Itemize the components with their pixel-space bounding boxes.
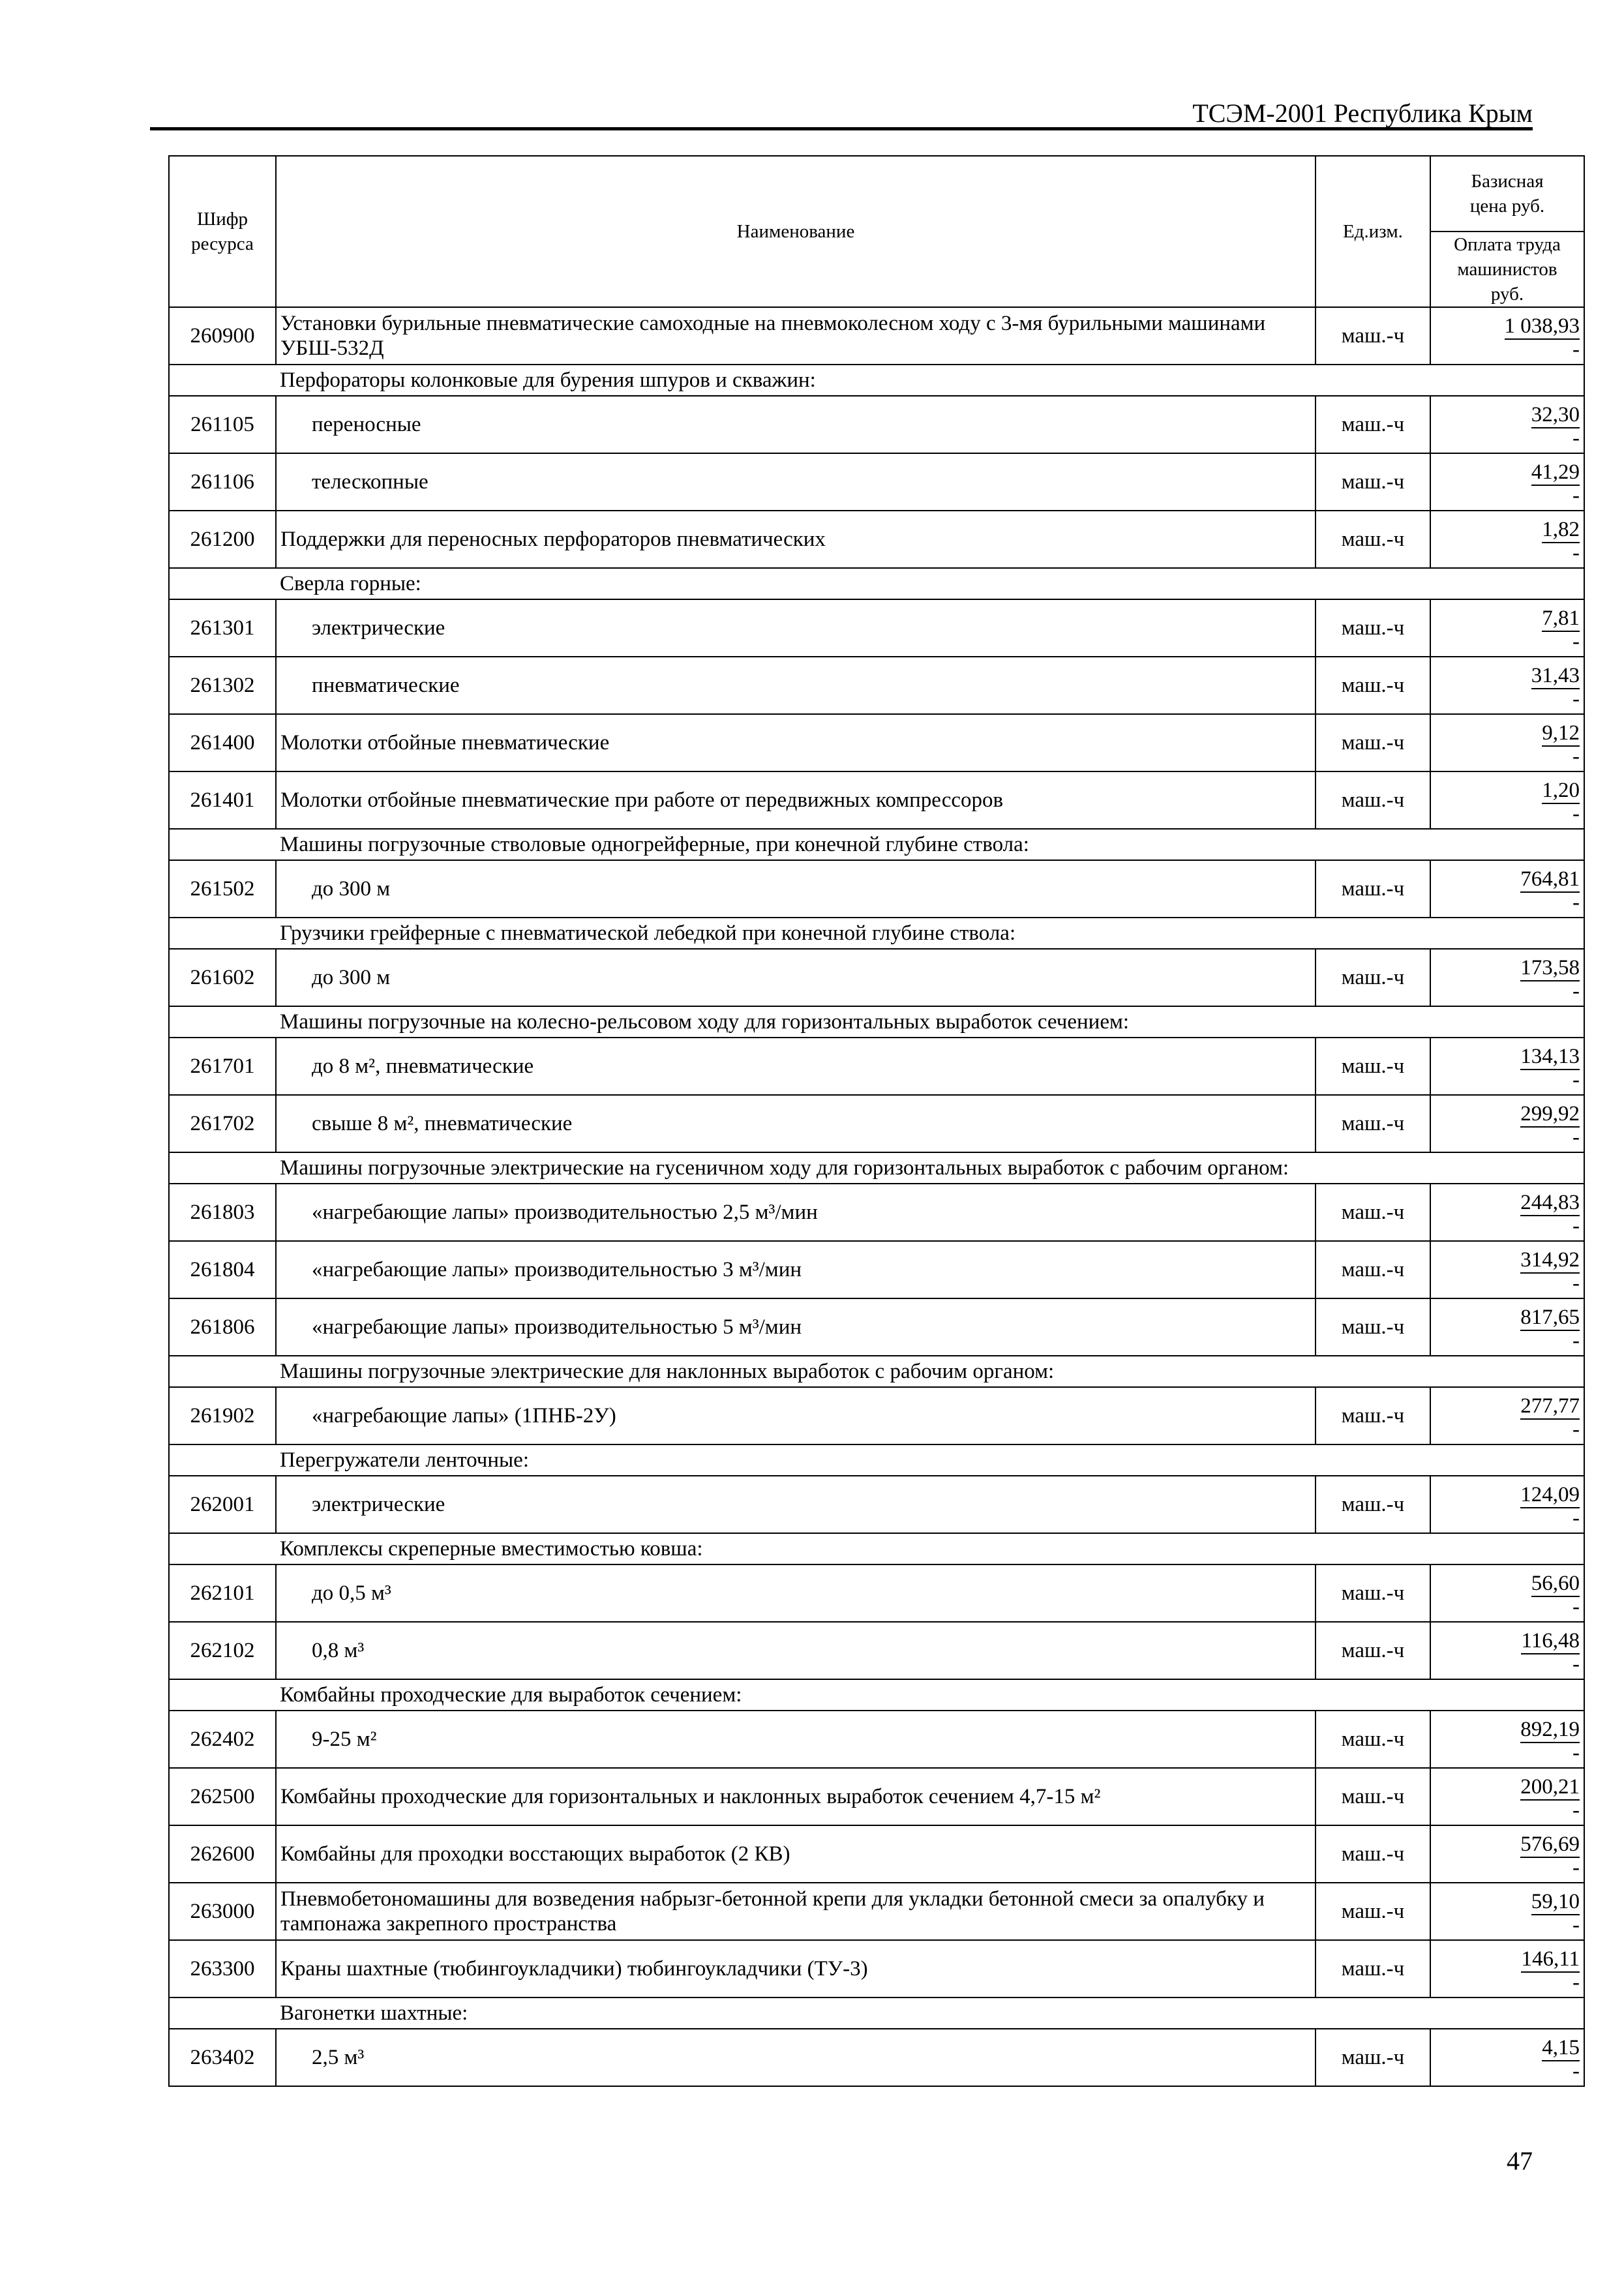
resource-code: 262001 [169, 1476, 276, 1533]
resource-name: «нагребающие лапы» производительностью 2,5 м³/мин [276, 1184, 1316, 1241]
resource-code: 263300 [169, 1940, 276, 1997]
resource-name: до 300 м [276, 949, 1316, 1006]
base-price: 200,21 [1520, 1774, 1580, 1801]
operator-labor-cost: - [1572, 337, 1580, 361]
resource-name: свыше 8 м², пневматические [276, 1095, 1316, 1152]
group-heading: Машины погрузочные на колесно-рельсовом ходу для горизонтальных выработок сечением: [276, 1006, 1584, 1038]
unit: маш.-ч [1316, 1711, 1430, 1768]
operator-labor-cost: - [1572, 1068, 1580, 1092]
group-heading: Машины погрузочные стволовые одногрейферные, при конечной глубине ствола: [276, 829, 1584, 860]
table-row [169, 1387, 1584, 1444]
operator-labor-cost: - [1572, 1271, 1580, 1295]
resource-code: 263000 [169, 1883, 276, 1940]
price-cell [1430, 1711, 1584, 1768]
price-cell [1430, 860, 1584, 918]
base-price: 59,10 [1531, 1889, 1580, 1915]
resource-name: «нагребающие лапы» производительностью 3 м³/мин [276, 1241, 1316, 1298]
table-row [169, 949, 1584, 1006]
group-code-cell [169, 1679, 276, 1711]
base-price: 124,09 [1520, 1482, 1580, 1508]
group-heading: Комплексы скреперные вместимостью ковша: [276, 1533, 1584, 1564]
resource-code: 261105 [169, 396, 276, 453]
base-price: 9,12 [1542, 721, 1580, 747]
table-body [169, 307, 1584, 2086]
unit: маш.-ч [1316, 1825, 1430, 1883]
base-price: 299,92 [1520, 1101, 1580, 1128]
price-cell [1430, 1387, 1584, 1444]
price-cell [1430, 2029, 1584, 2086]
column-header-price-bottom [1431, 232, 1584, 307]
group-row [169, 829, 1584, 860]
operator-labor-cost: - [1572, 1506, 1580, 1530]
table-row [169, 860, 1584, 918]
group-code-cell [169, 568, 276, 599]
table-row [169, 1038, 1584, 1095]
group-heading: Машины погрузочные электрические на гусеничном ходу для горизонтальных выработок с рабочим органом: [276, 1152, 1584, 1184]
resource-name: 9-25 м² [276, 1711, 1316, 1768]
base-price: 146,11 [1521, 1947, 1580, 1973]
base-price: 576,69 [1520, 1832, 1580, 1858]
price-cell [1430, 1184, 1584, 1241]
resource-name: до 0,5 м³ [276, 1564, 1316, 1622]
table-row [169, 396, 1584, 453]
resource-name: Комбайны для проходки восстающих выработок (2 КВ) [276, 1825, 1316, 1883]
operator-labor-cost: - [1572, 1970, 1580, 1994]
unit: маш.-ч [1316, 1387, 1430, 1444]
column-header-unit: Ед.изм. [1316, 156, 1430, 307]
operator-labor-cost: - [1572, 890, 1580, 914]
operator-labor-cost: - [1572, 744, 1580, 768]
resource-name: «нагребающие лапы» производительностью 5 м³/мин [276, 1298, 1316, 1356]
price-cell [1430, 1564, 1584, 1622]
table-row [169, 599, 1584, 657]
operator-labor-cost: - [1572, 541, 1580, 565]
table-row [169, 1184, 1584, 1241]
unit: маш.-ч [1316, 1940, 1430, 1997]
table-row [169, 511, 1584, 568]
group-code-cell [169, 1152, 276, 1184]
resource-code: 262101 [169, 1564, 276, 1622]
price-cell [1430, 307, 1584, 365]
resource-name: Молотки отбойные пневматические при работе от передвижных компрессоров [276, 771, 1316, 829]
unit: маш.-ч [1316, 1241, 1430, 1298]
column-header-code [169, 156, 276, 307]
price-cell [1430, 599, 1584, 657]
base-price: 134,13 [1520, 1044, 1580, 1070]
group-row [169, 918, 1584, 949]
group-code-cell [169, 1997, 276, 2029]
resource-name: переносные [276, 396, 1316, 453]
resource-code: 261401 [169, 771, 276, 829]
resource-code: 261902 [169, 1387, 276, 1444]
base-price: 314,92 [1520, 1248, 1580, 1274]
unit: маш.-ч [1316, 599, 1430, 657]
table-row [169, 1298, 1584, 1356]
group-code-cell [169, 1444, 276, 1476]
table-row [169, 1940, 1584, 1997]
unit: маш.-ч [1316, 771, 1430, 829]
operator-labor-cost: - [1572, 1328, 1580, 1353]
resource-code: 262500 [169, 1768, 276, 1825]
price-cell [1430, 714, 1584, 771]
group-heading: Комбайны проходческие для выработок сечением: [276, 1679, 1584, 1711]
operator-labor-cost: - [1572, 1214, 1580, 1238]
price-cell [1430, 396, 1584, 453]
base-price: 173,58 [1520, 955, 1580, 981]
group-code-cell [169, 1533, 276, 1564]
base-price: 277,77 [1520, 1394, 1580, 1420]
resource-name: «нагребающие лапы» (1ПНБ-2У) [276, 1387, 1316, 1444]
column-header-price-bottom-label: Оплата труда машинистов руб. [1454, 234, 1561, 305]
group-heading: Машины погрузочные электрические для наклонных выработок с рабочим органом: [276, 1356, 1584, 1387]
base-price: 116,48 [1521, 1628, 1580, 1654]
base-price: 4,15 [1542, 2035, 1580, 2061]
unit: маш.-ч [1316, 714, 1430, 771]
resource-name: до 8 м², пневматические [276, 1038, 1316, 1095]
resource-code: 261106 [169, 453, 276, 511]
price-cell [1430, 1768, 1584, 1825]
resource-code: 261502 [169, 860, 276, 918]
resource-name: Молотки отбойные пневматические [276, 714, 1316, 771]
base-price: 1,82 [1542, 517, 1580, 543]
resource-name: 0,8 м³ [276, 1622, 1316, 1679]
price-cell [1430, 511, 1584, 568]
operator-labor-cost: - [1572, 687, 1580, 711]
price-cell [1430, 657, 1584, 714]
unit: маш.-ч [1316, 860, 1430, 918]
base-price: 56,60 [1531, 1571, 1580, 1597]
operator-labor-cost: - [1572, 1417, 1580, 1441]
resource-code: 261806 [169, 1298, 276, 1356]
group-code-cell [169, 918, 276, 949]
column-header-price [1430, 156, 1584, 307]
base-price: 32,30 [1531, 402, 1580, 428]
group-row [169, 1006, 1584, 1038]
base-price: 817,65 [1520, 1305, 1580, 1331]
resource-table [168, 155, 1585, 2087]
group-heading: Перегружатели ленточные: [276, 1444, 1584, 1476]
resource-code: 261200 [169, 511, 276, 568]
operator-labor-cost: - [1572, 2059, 1580, 2083]
price-cell [1430, 453, 1584, 511]
operator-labor-cost: - [1572, 1855, 1580, 1879]
operator-labor-cost: - [1572, 426, 1580, 450]
price-cell [1430, 1298, 1584, 1356]
column-header-code-label: Шифр ресурса [191, 209, 254, 254]
price-cell [1430, 1241, 1584, 1298]
unit: маш.-ч [1316, 396, 1430, 453]
resource-name: Пневмобетономашины для возведения набрызг-бетонной крепи для укладки бетонной смеси за опалубку и тампонажа закрепного пространства [276, 1883, 1316, 1940]
resource-name: телескопные [276, 453, 1316, 511]
price-cell [1430, 1940, 1584, 1997]
price-cell [1430, 1883, 1584, 1940]
unit: маш.-ч [1316, 1095, 1430, 1152]
unit: маш.-ч [1316, 1038, 1430, 1095]
group-row [169, 1152, 1584, 1184]
group-row [169, 1444, 1584, 1476]
base-price: 244,83 [1520, 1190, 1580, 1216]
resource-name: пневматические [276, 657, 1316, 714]
group-code-cell [169, 1006, 276, 1038]
group-code-cell [169, 365, 276, 396]
unit: маш.-ч [1316, 2029, 1430, 2086]
resource-code: 262402 [169, 1711, 276, 1768]
unit: маш.-ч [1316, 1564, 1430, 1622]
table-row [169, 1241, 1584, 1298]
table-row [169, 1564, 1584, 1622]
unit: маш.-ч [1316, 949, 1430, 1006]
group-row [169, 568, 1584, 599]
unit: маш.-ч [1316, 1476, 1430, 1533]
column-header-price-top-label: Базисная цена руб. [1469, 171, 1545, 217]
operator-labor-cost: - [1572, 1798, 1580, 1822]
base-price: 892,19 [1520, 1717, 1580, 1743]
base-price: 7,81 [1542, 606, 1580, 632]
table-header-row [169, 156, 1584, 307]
table-row [169, 1768, 1584, 1825]
table-row [169, 307, 1584, 365]
operator-labor-cost: - [1572, 979, 1580, 1003]
resource-name: 2,5 м³ [276, 2029, 1316, 2086]
unit: маш.-ч [1316, 511, 1430, 568]
operator-labor-cost: - [1572, 1913, 1580, 1937]
operator-labor-cost: - [1572, 1125, 1580, 1149]
resource-code: 261302 [169, 657, 276, 714]
table-row [169, 714, 1584, 771]
base-price: 31,43 [1531, 663, 1580, 689]
unit: маш.-ч [1316, 1184, 1430, 1241]
unit: маш.-ч [1316, 1298, 1430, 1356]
group-heading: Грузчики грейферные с пневматической лебедкой при конечной глубине ствола: [276, 918, 1584, 949]
price-cell [1430, 949, 1584, 1006]
price-cell [1430, 1825, 1584, 1883]
resource-name: электрические [276, 1476, 1316, 1533]
resource-name: электрические [276, 599, 1316, 657]
resource-code: 261803 [169, 1184, 276, 1241]
group-row [169, 365, 1584, 396]
resource-code: 262102 [169, 1622, 276, 1679]
resource-code: 263402 [169, 2029, 276, 2086]
operator-labor-cost: - [1572, 483, 1580, 507]
unit: маш.-ч [1316, 307, 1430, 365]
unit: маш.-ч [1316, 1883, 1430, 1940]
resource-name: Поддержки для переносных перфораторов пневматических [276, 511, 1316, 568]
unit: маш.-ч [1316, 1768, 1430, 1825]
operator-labor-cost: - [1572, 801, 1580, 826]
resource-code: 260900 [169, 307, 276, 365]
resource-code: 262600 [169, 1825, 276, 1883]
operator-labor-cost: - [1572, 1594, 1580, 1619]
unit: маш.-ч [1316, 453, 1430, 511]
price-cell [1430, 1622, 1584, 1679]
operator-labor-cost: - [1572, 629, 1580, 653]
table-row [169, 1095, 1584, 1152]
price-cell [1430, 1476, 1584, 1533]
resource-code: 261400 [169, 714, 276, 771]
price-cell [1430, 1095, 1584, 1152]
group-code-cell [169, 1356, 276, 1387]
document-title: ТСЭМ-2001 Республика Крым [1192, 98, 1533, 128]
base-price: 41,29 [1531, 460, 1580, 486]
column-header-price-top [1431, 157, 1584, 232]
resource-name: Комбайны проходческие для горизонтальных и наклонных выработок сечением 4,7-15 м² [276, 1768, 1316, 1825]
price-cell [1430, 771, 1584, 829]
base-price: 1 038,93 [1505, 314, 1580, 340]
group-heading: Вагонетки шахтные: [276, 1997, 1584, 2029]
table-row [169, 1476, 1584, 1533]
group-code-cell [169, 829, 276, 860]
table-row [169, 1622, 1584, 1679]
price-cell [1430, 1038, 1584, 1095]
table-row [169, 453, 1584, 511]
table-row [169, 2029, 1584, 2086]
base-price: 1,20 [1542, 778, 1580, 804]
column-header-name: Наименование [276, 156, 1316, 307]
table-row [169, 1883, 1584, 1940]
base-price: 764,81 [1520, 867, 1580, 893]
table-row [169, 657, 1584, 714]
resource-code: 261804 [169, 1241, 276, 1298]
resource-code: 261602 [169, 949, 276, 1006]
group-heading: Сверла горные: [276, 568, 1584, 599]
resource-name: Установки бурильные пневматические самоходные на пневмоколесном ходу с 3-мя бурильными машинами УБШ-532Д [276, 307, 1316, 365]
table-row [169, 771, 1584, 829]
resource-name: до 300 м [276, 860, 1316, 918]
table-row [169, 1825, 1584, 1883]
unit: маш.-ч [1316, 657, 1430, 714]
resource-code: 261301 [169, 599, 276, 657]
header-rule [150, 127, 1533, 130]
group-row [169, 1533, 1584, 1564]
unit: маш.-ч [1316, 1622, 1430, 1679]
page-number: 47 [1507, 2146, 1533, 2176]
group-row [169, 1356, 1584, 1387]
resource-code: 261702 [169, 1095, 276, 1152]
group-row [169, 1679, 1584, 1711]
group-heading: Перфораторы колонковые для бурения шпуров и скважин: [276, 365, 1584, 396]
resource-code: 261701 [169, 1038, 276, 1095]
operator-labor-cost: - [1572, 1741, 1580, 1765]
operator-labor-cost: - [1572, 1652, 1580, 1676]
table-row [169, 1711, 1584, 1768]
group-row [169, 1997, 1584, 2029]
resource-name: Краны шахтные (тюбингоукладчики) тюбингоукладчики (ТУ-3) [276, 1940, 1316, 1997]
